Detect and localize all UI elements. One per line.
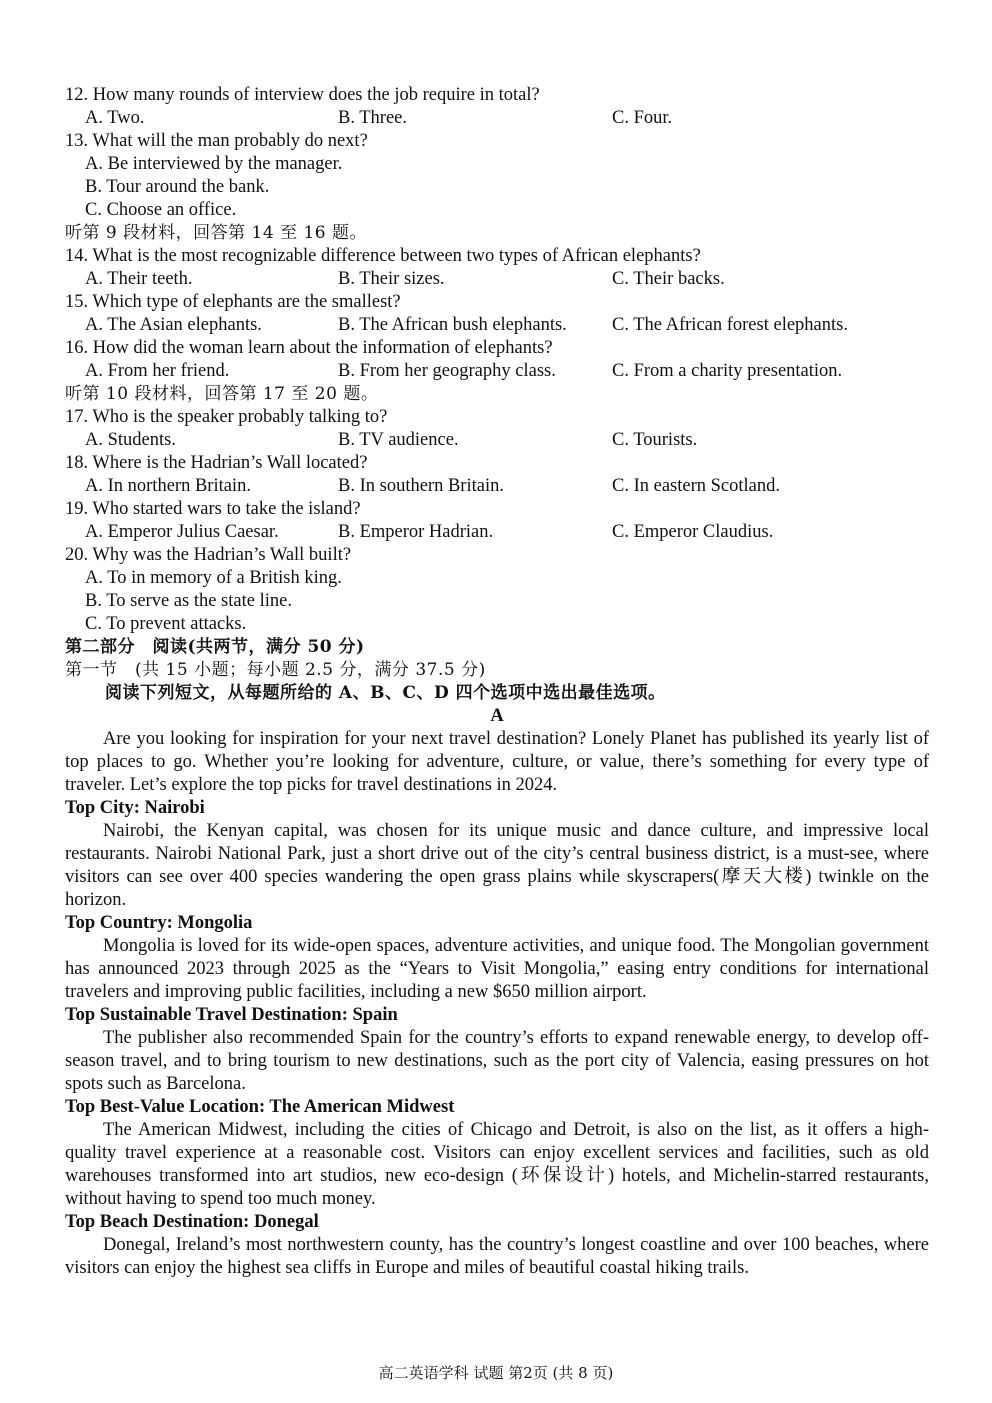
question-19: 19. Who started wars to take the island?: [65, 499, 361, 519]
option-a: A. Their teeth.: [85, 269, 193, 289]
section-heading: Top Country: Mongolia: [65, 913, 253, 933]
option-a: A. Be interviewed by the manager.: [85, 154, 343, 174]
passage-letter: A: [490, 706, 504, 726]
question-13: 13. What will the man probably do next?: [65, 131, 368, 151]
option-a: A. In northern Britain.: [85, 476, 251, 496]
option-b: B. The African bush elephants.: [338, 315, 567, 335]
question-12-options: [65, 107, 929, 130]
option-c: C. Tourists.: [612, 430, 698, 450]
option-b: B. Emperor Hadrian.: [338, 522, 494, 542]
question-16: 16. How did the woman learn about the information of elephants?: [65, 338, 553, 358]
question-14: 14. What is the most recognizable difference between two types of African elephants?: [65, 246, 701, 266]
option-c: C. The African forest elephants.: [612, 315, 848, 335]
section-1-title: 第一节 (共 15 小题；每小题 2.5 分，满分 37.5 分): [65, 660, 486, 680]
exam-page: [65, 84, 929, 1280]
option-b: B. TV audience.: [338, 430, 459, 450]
section-paragraph: Nairobi, the Kenyan capital, was chosen for its unique music and dance culture, and impressive local restaurants. Nairobi National Park, just a short drive out of the city’s central business district, is a must-see, where visitors can see over 400 species wandering the open grass plains while skyscrapers(摩天大楼) twinkle on the horizon.: [65, 821, 929, 910]
option-a: A. To in memory of a British king.: [85, 568, 342, 588]
option-c: C. From a charity presentation.: [612, 361, 843, 381]
section-heading: Top Beach Destination: Donegal: [65, 1212, 319, 1232]
option-b: B. Their sizes.: [338, 269, 445, 289]
option-a: A. Students.: [85, 430, 176, 450]
option-b: B. To serve as the state line.: [85, 591, 292, 611]
option-a: A. Emperor Julius Caesar.: [85, 522, 279, 542]
option-c: C. Emperor Claudius.: [612, 522, 774, 542]
question-15: 15. Which type of elephants are the smallest?: [65, 292, 401, 312]
section-paragraph: Donegal, Ireland’s most northwestern county, has the country’s longest coastline and over 100 beaches, where visitors can enjoy the highest sea cliffs in Europe and miles of beautiful coastal hiking trails.: [65, 1235, 929, 1278]
option-c: C. In eastern Scotland.: [612, 476, 780, 496]
question-18: 18. Where is the Hadrian’s Wall located?: [65, 453, 368, 473]
question-15-options: [65, 314, 929, 337]
question-18-options: [65, 475, 929, 498]
question-16-options: [65, 360, 929, 383]
question-20: 20. Why was the Hadrian’s Wall built?: [65, 545, 352, 565]
option-c: C. Four.: [612, 108, 673, 128]
section-paragraph: Mongolia is loved for its wide-open spaces, adventure activities, and unique food. The Mongolian government has announced 2023 through 2025 as the “Years to Visit Mongolia,” easing entry conditions for international travelers and improving public facilities, including a new $650 million airport.: [65, 936, 929, 1002]
option-a: A. Two.: [85, 108, 145, 128]
option-b: B. In southern Britain.: [338, 476, 504, 496]
option-c: C. To prevent attacks.: [85, 614, 247, 634]
question-19-options: [65, 521, 929, 544]
option-b: B. From her geography class.: [338, 361, 556, 381]
option-a: A. From her friend.: [85, 361, 230, 381]
passage-intro: Are you looking for inspiration for your next travel destination? Lonely Planet has published its yearly list of top places to go. Whether you’re looking for adventure, culture, or value, there’s something for every type of traveler. Let’s explore the top picks for travel destinations in 2024.: [65, 729, 929, 795]
question-14-options: [65, 268, 929, 291]
section-9-instruction: 听第 9 段材料，回答第 14 至 16 题。: [65, 223, 368, 243]
option-c: C. Their backs.: [612, 269, 725, 289]
option-b: B. Three.: [338, 108, 408, 128]
part-2-title: 第二部分 阅读(共两节，满分 50 分): [65, 637, 365, 657]
section-heading: Top City: Nairobi: [65, 798, 205, 818]
option-b: B. Tour around the bank.: [85, 177, 270, 197]
page-footer: 高二英语学科 试题 第2页 (共 8 页): [378, 1364, 614, 1382]
question-17: 17. Who is the speaker probably talking to?: [65, 407, 388, 427]
question-17-options: [65, 429, 929, 452]
section-paragraph: The publisher also recommended Spain for the country’s efforts to expand renewable energy, to develop off-season travel, and to bring tourism to new destinations, such as the port city of Valencia, easing pressures on hot spots such as Barcelona.: [65, 1028, 929, 1094]
option-a: A. The Asian elephants.: [85, 315, 262, 335]
section-heading: Top Sustainable Travel Destination: Spain: [65, 1005, 398, 1025]
section-paragraph: The American Midwest, including the cities of Chicago and Detroit, is also on the list, as it offers a high-quality travel experience at a reasonable cost. Visitors can enjoy excellent services and facilities, such as old warehouses transformed into art studios, new eco-design (环保设计) hotels, and Michelin-starred restaurants, without having to spend too much money.: [65, 1120, 929, 1209]
option-c: C. Choose an office.: [85, 200, 237, 220]
section-heading: Top Best-Value Location: The American Midwest: [65, 1097, 455, 1117]
question-12: 12. How many rounds of interview does the job require in total?: [65, 85, 540, 105]
reading-instruction: 阅读下列短文，从每题所给的 A、B、C、D 四个选项中选出最佳选项。: [105, 683, 666, 703]
section-10-instruction: 听第 10 段材料，回答第 17 至 20 题。: [65, 384, 379, 404]
